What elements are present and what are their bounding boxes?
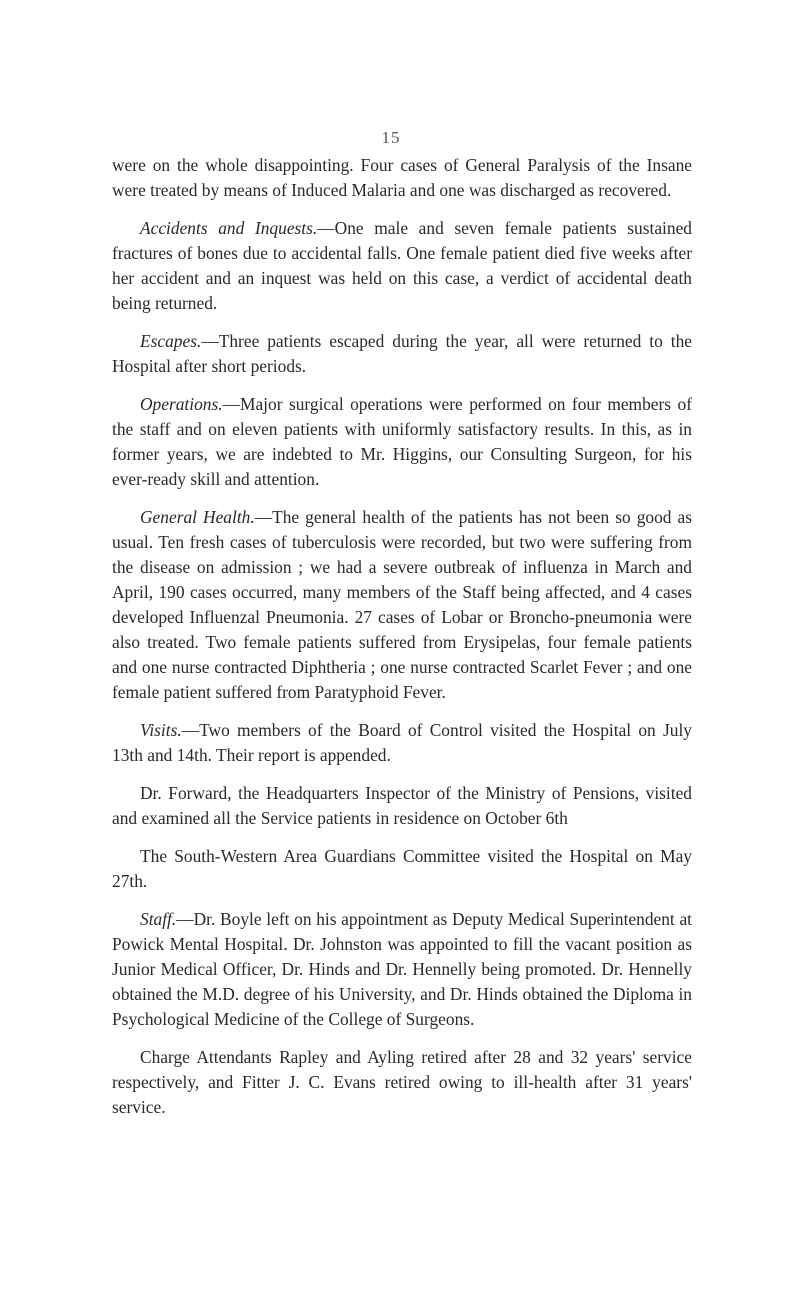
report-body (112, 153, 692, 1133)
paragraph-text: —Dr. Boyle left on his appointment as Deputy Medical Superintendent at Powick Mental Hospital. Dr. Johnston was appointed to fill the vacant position as Junior Medical Officer, Dr. Hinds and Dr. Hennelly being promoted. Dr. Hennelly obtained the M.D. degree of his University, and Dr. Hinds obtained the Diploma in Psychological Medicine of the College of Surgeons. (112, 909, 692, 1029)
paragraph-text: —Major surgical operations were performed on four members of the staff and on eleven patients with uniformly satisfactory results. In this, as in former years, we are indebted to Mr. Higgins, our Consulting Surgeon, for his ever-ready skill and attention. (112, 394, 692, 489)
paragraph-text: Charge Attendants Rapley and Ayling retired after 28 and 32 years' service respectively, and Fitter J. C. Evans retired owing to ill-health after 31 years' service. (112, 1047, 692, 1117)
paragraph-text: Dr. Forward, the Headquarters Inspector of the Ministry of Pensions, visited and examined all the Service patients in residence on October 6th (112, 783, 692, 828)
paragraph-retirements (112, 1045, 692, 1120)
paragraph-text: —Two members of the Board of Control visited the Hospital on July 13th and 14th. Their report is appended. (112, 720, 692, 765)
section-heading: Accidents and Inquests. (140, 218, 318, 238)
paragraph-text: —Three patients escaped during the year, all were returned to the Hospital after short periods. (112, 331, 692, 376)
section-heading: Staff. (140, 909, 177, 929)
paragraph-general-health (112, 505, 692, 705)
paragraph-dr-forward (112, 781, 692, 831)
paragraph-text: were on the whole disappointing. Four cases of General Paralysis of the Insane were treated by means of Induced Malaria and one was discharged as recovered. (112, 155, 692, 200)
section-heading: Operations. (140, 394, 223, 414)
paragraph-staff (112, 907, 692, 1032)
paragraph-visits (112, 718, 692, 768)
paragraph-accidents-and-inquests (112, 216, 692, 316)
section-heading: General Health. (140, 507, 255, 527)
paragraph-text: —The general health of the patients has not been so good as usual. Ten fresh cases of tuberculosis were recorded, but two were suffering from the disease on admission ; we had a severe outbreak of influenza in March and April, 190 cases occurred, many members of the Staff being affected, and 4 cases developed Influenzal Pneumonia. 27 cases of Lobar or Broncho-pneumonia were also treated. Two female patients suffered from Erysipelas, four female patients and one nurse contracted Diphtheria ; one nurse contracted Scarlet Fever ; and one female patient suffered from Paratyphoid Fever. (112, 507, 693, 702)
paragraph-guardians-committee (112, 844, 692, 894)
section-heading: Escapes. (140, 331, 202, 351)
paragraph-text: —One male and seven female patients sustained fractures of bones due to accidental falls. One female patient died five weeks after her accident and an inquest was held on this case, a verdict of accidental death being returned. (112, 218, 692, 313)
paragraph-operations (112, 392, 692, 492)
paragraph-text: The South-Western Area Guardians Committee visited the Hospital on May 27th. (112, 846, 692, 891)
page-number: 15 (381, 128, 401, 147)
paragraph-continuation (112, 153, 692, 203)
paragraph-escapes (112, 329, 692, 379)
section-heading: Visits. (140, 720, 182, 740)
